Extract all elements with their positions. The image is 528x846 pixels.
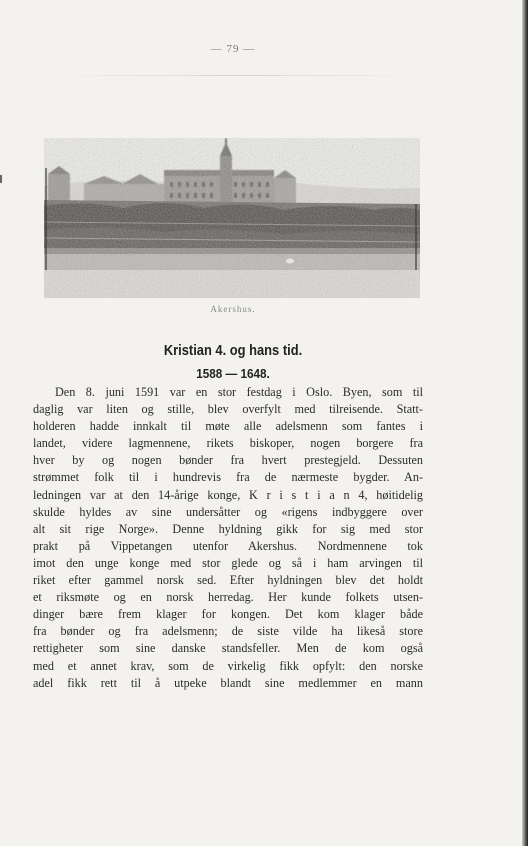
text-line: ledningen var at den 14-årige konge, K r i s t i a n 4, høitidelig [33, 487, 423, 502]
page-edge-shadow [522, 0, 528, 846]
text-line: adel fikk rett til å utpeke blandt sine medlemmer en mann [33, 675, 423, 690]
text-line: daglig var liten og stille, blev overfylt med tilreisende. Statt- [33, 402, 423, 417]
text-line: riket efter gammel norsk sed. Efter hyldningen blev det holdt [33, 573, 423, 588]
text-line: landet, videre lagmennene, rikets biskoper, nogen borgere fra [33, 436, 423, 451]
text-line: imot den unge konge med stor glede og så i ham arvingen til [33, 555, 423, 570]
divider [52, 75, 422, 76]
text-line: holderen hadde innkalt til møte alle adelsmenn som fantes i [33, 419, 423, 434]
text-line: hver by og nogen bønder fra hvert prestegjeld. Dessuten [33, 453, 423, 468]
akershus-castle-photo-icon [44, 138, 420, 298]
text-line: rettigheter som sine danske standsfeller. Men de kom også [33, 641, 423, 656]
text-line: dinger bære frem klager for kongen. Det kom klager både [33, 607, 423, 622]
text-line: med et annet krav, som de virkelig fikk opfylt: den norske [33, 658, 423, 673]
text-line: et riksmøte og en norsk herredag. Her kunde folkets utsen- [33, 590, 423, 605]
text-line: alt sit rige Norge». Denne hyldning gikk for sig med stor [33, 521, 423, 536]
body-text [33, 384, 423, 692]
text-line: fra bønder og fra adelsmenn; de siste vilde ha likeså store [33, 624, 423, 639]
chapter-years: 1588 — 1648. [196, 366, 270, 381]
page-number: — 79 — [210, 43, 256, 55]
text-line: prakt på Vippetangen utenfor Akershus. Nordmennene tok [33, 538, 423, 553]
chapter-title: Kristian 4. og hans tid. [163, 342, 303, 359]
text-line: skulde hyldes av sine undersåtter og «rigens indbyggere over [33, 504, 423, 519]
illustration-caption: Akershus. [210, 304, 256, 314]
text-line: strømmet folk til i hundrevis fra de nærmeste bygder. An- [33, 470, 423, 485]
margin-mark [0, 175, 2, 183]
text-line: Den 8. juni 1591 var en stor festdag i Oslo. Byen, som til [55, 385, 423, 399]
